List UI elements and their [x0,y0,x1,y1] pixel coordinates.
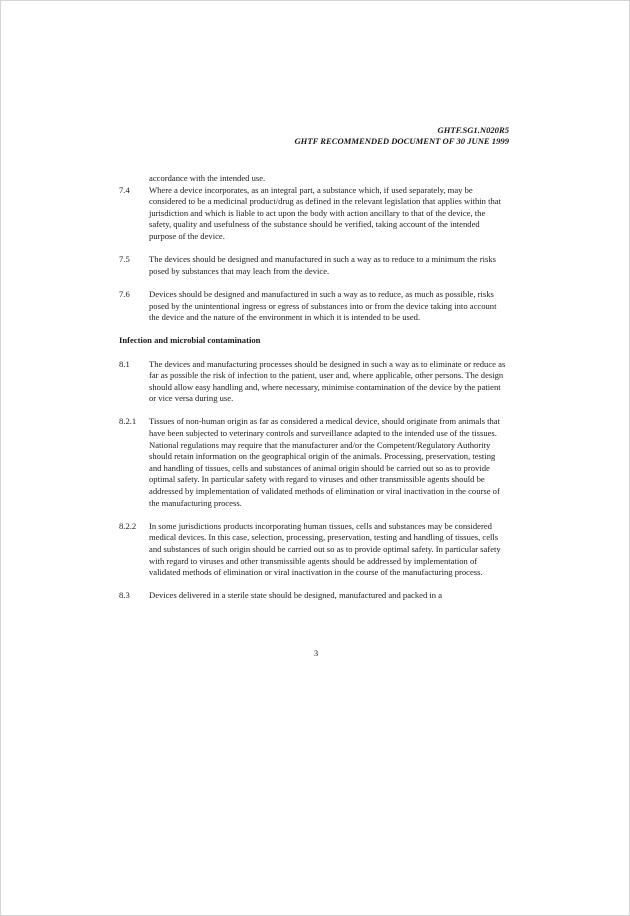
clause-text: The devices and manufacturing processes should be designed in such a way as to eliminate or reduce as far as possible the risk of infection to the patient, user and, where applicable, other persons. The design should allow easy handling and, where necessary, minimise contamination of the device by the patient or vice versa during use. [149,358,506,404]
document-id: GHTF.SG1.N020R5 [437,125,509,135]
clause-7-5 [119,254,509,277]
clause-text: Tissues of non-human origin as far as considered a medical device, should originate from animals that have been subjected to veterinary controls and surveillance adapted to the intended use of the tissues. National regulations may require that the manufacturer and/or the Competent/Regulatory Authority should retain information on the geographical origin of the animals. Processing, preservation, testing and handling of tissues, cells and substances of animal origin should be carried out so as to provide optimal safety. In particular safety with regard to viruses and other transmissible agents should be addressed by implementation of validated methods of elimination or viral inactivation in the course of the manufacturing process. [149,416,500,508]
clause-text: In some jurisdictions products incorporating human tissues, cells and substances may be considered medical devices. In this case, selection, processing, preservation, testing and handling of tissues, cells and substances of such origin should be carried out so as to provide optimal safety. In particular safety with regard to viruses and other transmissible agents should be addressed by implementation of validated methods of elimination or viral inactivation in the course of the manufacturing process. [149,520,501,578]
section-heading-infection: Infection and microbial contamination [119,335,261,346]
document-body [119,173,509,602]
clause-number: 7.5 [119,254,130,265]
document-status-date: GHTF RECOMMENDED DOCUMENT OF 30 JUNE 1999 [294,135,509,146]
clause-8-2-1 [119,416,509,509]
continued-text: accordance with the intended use. [149,173,266,183]
clause-number: 7.4 [119,184,130,195]
page-number: 3 [313,648,319,658]
clause-number: 8.2.1 [119,416,137,427]
clause-number: 8.3 [119,590,130,601]
clause-number: 8.2.2 [119,520,137,531]
clause-7-6 [119,289,509,324]
document-header [294,125,509,146]
clause-number: 8.1 [119,358,130,369]
clause-number: 7.6 [119,288,130,299]
clause-8-2-2 [119,521,509,579]
clause-7-4 [119,185,509,243]
clause-text: The devices should be designed and manufactured in such a way as to reduce to a minimum the risks posed by substances that may leach from the device. [149,254,496,276]
clause-8-1 [119,359,509,405]
clause-text: Devices should be designed and manufactured in such a way as to reduce, as much as possible, risks posed by the unintentional ingress or egress of substances into or from the device taking into account the device and the nature of the environment in which it is intended to be used. [149,288,497,323]
clause-text: Devices delivered in a sterile state should be designed, manufactured and packed in a [149,590,443,601]
clause-text: Where a device incorporates, as an integral part, a substance which, if used separately, may be considered to be a medicinal product/drug as defined in the relevant legislation that applies within that jurisdiction and which is liable to act upon the body with action ancillary to that of the device, the safety, quality and usefulness of the substance should be verified, taking account of the intended purpose of the device. [149,184,501,241]
clause-8-3 [119,590,509,602]
